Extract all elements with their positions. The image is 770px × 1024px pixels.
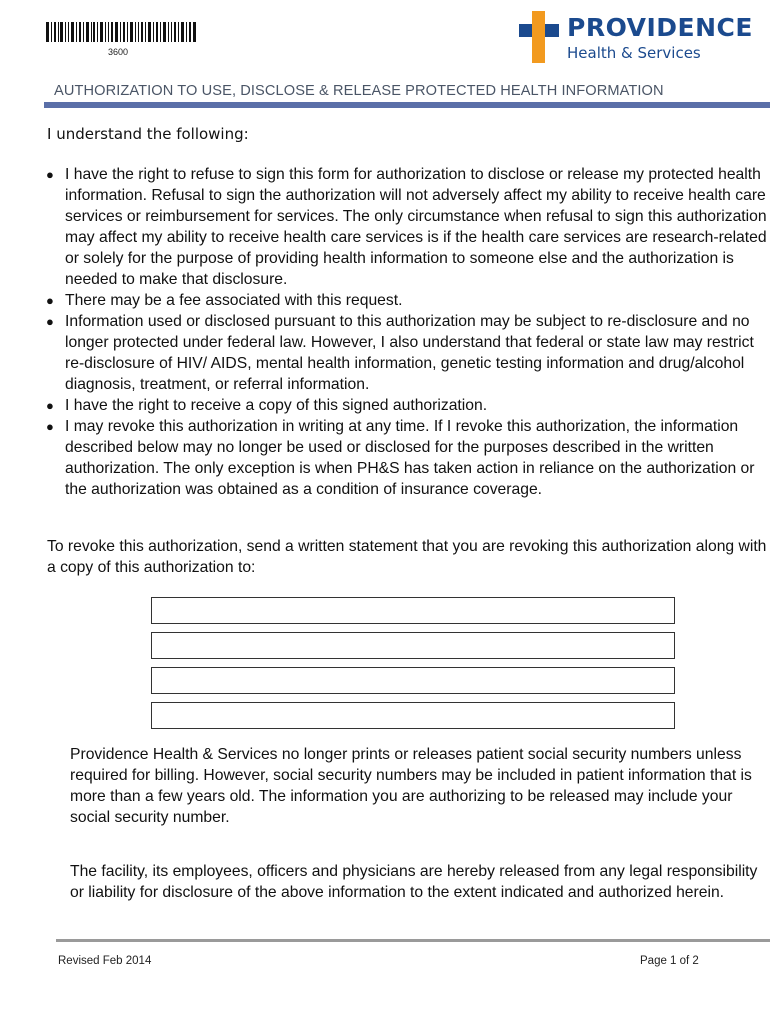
title-divider [44,102,770,108]
revoke-instructions: To revoke this authorization, send a written statement that you are revoking this authorization along with a copy of this authorization to: [47,538,767,576]
list-item: ● There may be a fee associated with this request. [46,292,403,309]
address-field-3[interactable] [151,667,675,694]
list-item: ● I have the right to refuse to sign this form for authorization to disclose or release my protected health information. Refusal to sign the authorization will not adversely affect my ability to receive health care services or reimbursement for services. The only circumstance when refusal to sign this authorization may affect my ability to receive health care services is if the health care services are research-related or solely for the purpose of providing health information to someone else and the authorization is needed to make that disclosure. [46,166,767,288]
address-field-2[interactable] [151,632,675,659]
barcode [46,22,196,42]
footer-divider [56,939,770,942]
list-item: ● I may revoke this authorization in writing at any time. If I revoke this authorization, the information described below may no longer be used or disclosed for the purposes described in the written authorization. The only exception is when PH&S has taken action in reliance on the authorization or the authorization was obtained as a condition of insurance coverage. [46,418,755,498]
understanding-list [46,164,770,500]
list-item: ● Information used or disclosed pursuant to this authorization may be subject to re-disclosure and no longer protected under federal law. However, I also understand that federal or state law may restrict re-disclosure of HIV/ AIDS, mental health information, genetic testing information and drug/alcohol diagnosis, treatment, or referral information. [46,313,754,393]
bullet-icon: ● [46,314,54,329]
cross-icon [519,11,559,63]
intro-heading: I understand the following: [47,125,249,143]
form-title: AUTHORIZATION TO USE, DISCLOSE & RELEASE PROTECTED HEALTH INFORMATION [54,83,664,99]
bullet-icon: ● [46,398,54,413]
logo-subtitle: Health & Services [567,44,701,62]
logo-name: PROVIDENCE [567,13,753,42]
revision-date: Revised Feb 2014 [58,955,152,967]
page-number: Page 1 of 2 [640,955,699,967]
list-item: ● I have the right to receive a copy of this signed authorization. [46,397,488,414]
bullet-icon: ● [46,167,54,182]
address-field-4[interactable] [151,702,675,729]
address-field-1[interactable] [151,597,675,624]
barcode-number: 3600 [108,47,129,57]
providence-logo [519,11,764,66]
bullet-icon: ● [46,293,54,308]
liability-release: The facility, its employees, officers and physicians are hereby released from any legal responsibility or liability for disclosure of the above information to the extent indicated and authorized herein. [70,863,758,901]
bullet-icon: ● [46,419,54,434]
ssn-notice: Providence Health & Services no longer prints or releases patient social security numbers unless required for billing. However, social security numbers may be included in patient information that is more than a few years old. The information you are authorizing to be released may include your social security number. [70,746,752,826]
